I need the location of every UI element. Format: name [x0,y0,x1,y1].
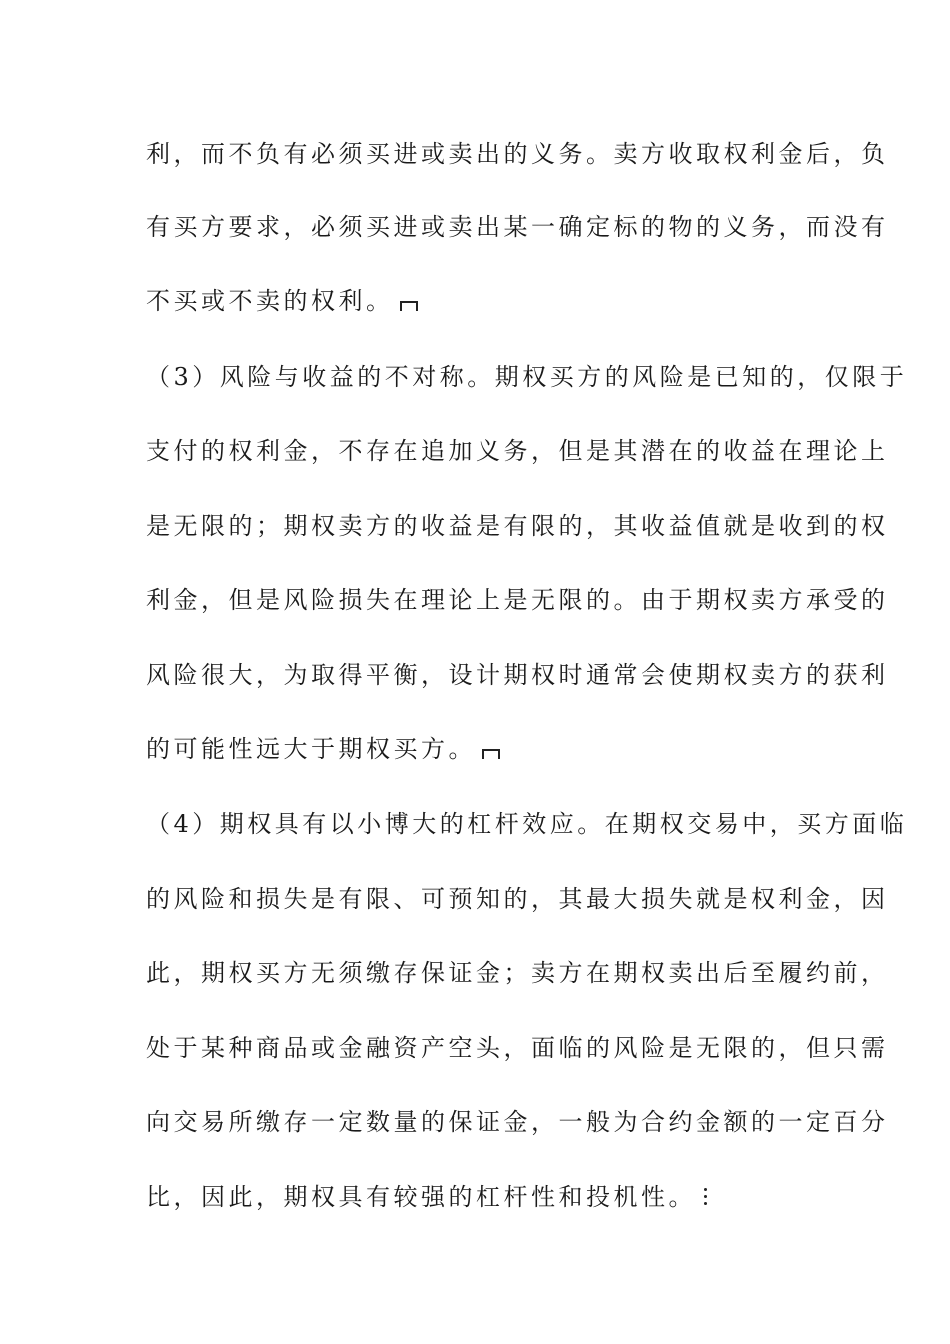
line-text: 利，而不负有必须买进或卖出的义务。卖方收取权利金后，负 [146,140,889,168]
line-text: 的可能性远大于期权买方。 [146,735,476,763]
line-text: 不买或不卖的权利。 [146,287,394,315]
line-text: 向交易所缴存一定数量的保证金，一般为合约金额的一定百分 [146,1108,889,1136]
text-line-3 [146,286,806,316]
line-text: 的风险和损失是有限、可预知的，其最大损失就是权利金，因 [146,885,889,913]
text-line-10 [146,809,908,839]
text-line-8 [146,660,889,690]
line-text: 利金，但是风险损失在理论上是无限的。由于期权卖方承受的 [146,586,889,614]
paragraph-mark-icon [400,301,418,311]
line-text: 比，因此，期权具有较强的杠杆性和投机性。 [146,1183,696,1211]
text-line-9 [146,734,806,764]
line-text: 有买方要求，必须买进或卖出某一确定标的物的义务，而没有 [146,213,889,241]
text-line-15 [146,1182,806,1212]
text-line-12 [146,958,889,988]
line-text: 此，期权买方无须缴存保证金；卖方在期权卖出后至履约前， [146,959,889,987]
vertical-ellipsis-icon [702,1187,708,1207]
line-text: 处于某种商品或金融资产空头，面临的风险是无限的，但只需 [146,1034,889,1062]
text-line-13 [146,1033,889,1063]
text-line-1 [146,139,889,169]
paragraph-mark-icon [482,749,500,759]
text-line-6 [146,511,889,541]
line-text: （3）风险与收益的不对称。期权买方的风险是已知的，仅限于 [146,363,908,391]
line-text: （4）期权具有以小博大的杠杆效应。在期权交易中，买方面临 [146,810,908,838]
text-line-5 [146,436,889,466]
text-line-11 [146,884,889,914]
line-text: 是无限的；期权卖方的收益是有限的，其收益值就是收到的权 [146,512,889,540]
text-line-4 [146,362,908,392]
line-text: 支付的权利金，不存在追加义务，但是其潜在的收益在理论上 [146,437,889,465]
text-line-2 [146,212,889,242]
text-line-7 [146,585,889,615]
text-line-14 [146,1107,889,1137]
line-text: 风险很大，为取得平衡，设计期权时通常会使期权卖方的获利 [146,661,889,689]
